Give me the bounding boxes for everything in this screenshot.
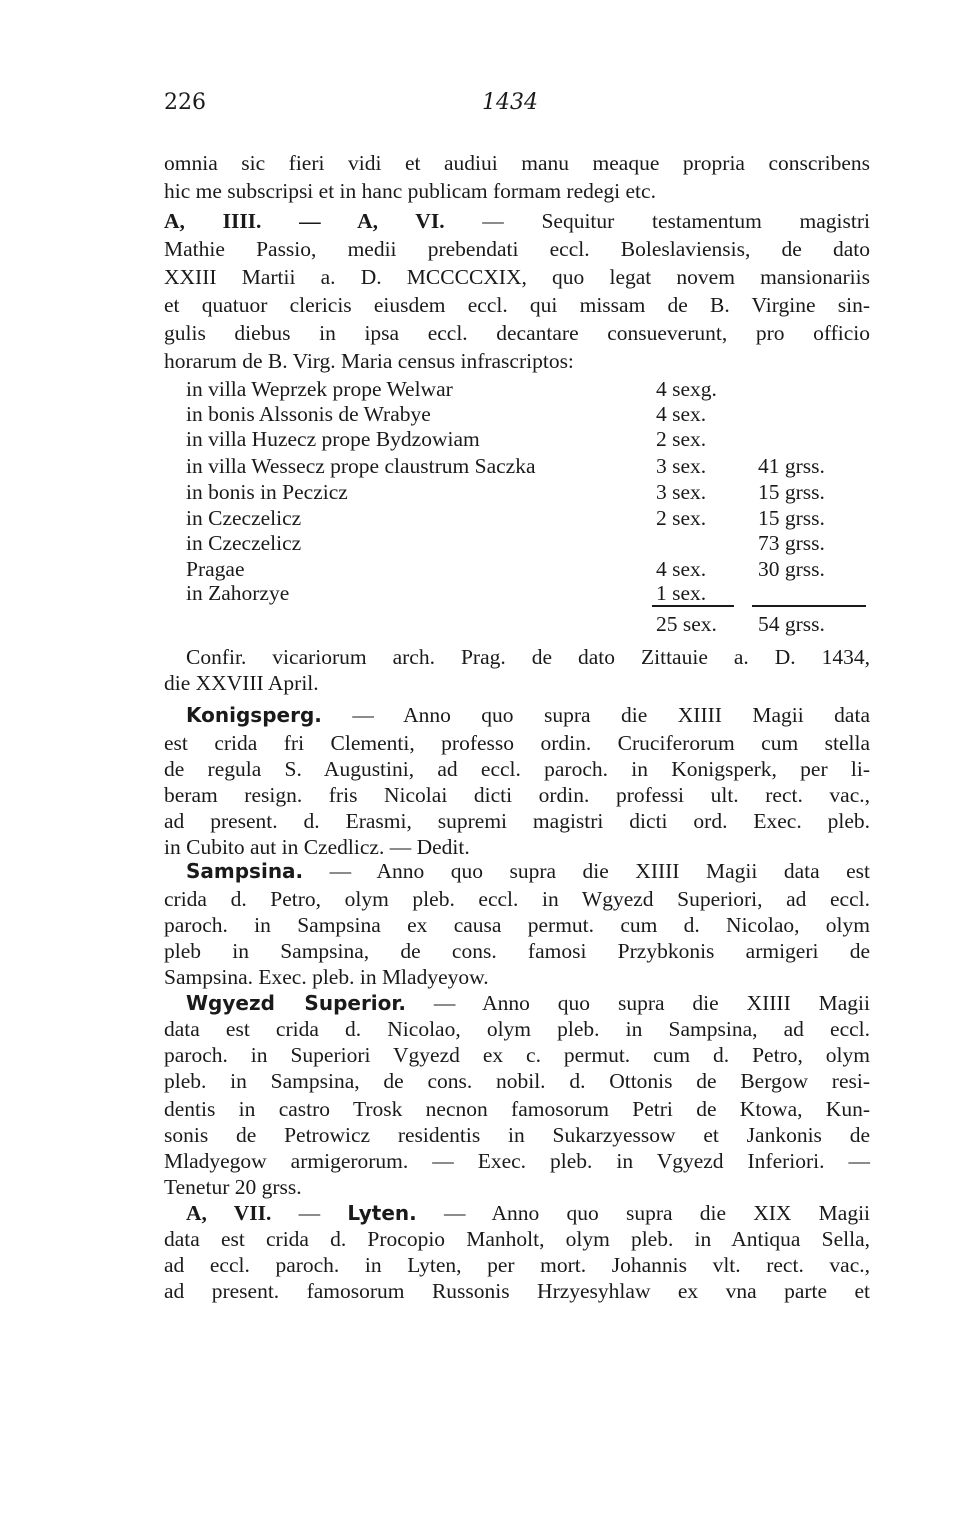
text-line: pleb. in Sampsina, de cons. nobil. d. Ottonis de Bergow resi- [164, 1069, 870, 1093]
census-sex: 4 sex. [656, 557, 707, 581]
page-header [164, 90, 870, 120]
census-place: in bonis Alssonis de Wrabye [186, 402, 431, 426]
text-line: ad eccl. paroch. in Lyten, per mort. Johannis vlt. rect. vac., [164, 1253, 870, 1277]
text-line: beram resign. fris Nicolai dicti ordin. professi ult. rect. vac., [164, 783, 870, 807]
place-heading: Lyten. [347, 1201, 417, 1225]
census-place: in bonis in Peczicz [186, 480, 348, 504]
text-line: data est crida d. Procopio Manholt, olym pleb. in Antiqua Sella, [164, 1227, 870, 1251]
census-sex: 3 sex. [656, 454, 707, 478]
entry-first-line [186, 858, 870, 885]
sum-rule [752, 605, 866, 607]
text-line: XXIII Martii a. D. MCCCCXIX, quo legat novem mansionariis [164, 265, 870, 289]
census-row [186, 401, 870, 428]
census-place: in Czeczelicz [186, 506, 302, 530]
text-line: horarum de B. Virg. Maria census infrascriptos: [164, 349, 574, 373]
text-line: dentis in castro Trosk necnon famosorum Petri de Ktowa, Kun- [164, 1097, 870, 1121]
text-line: Confir. vicariorum arch. Prag. de dato Zittauie a. D. 1434, [186, 645, 870, 669]
page-number: 226 [164, 90, 206, 115]
census-sex: 4 sexg. [656, 377, 717, 401]
text-line: data est crida d. Nicolao, olym pleb. in Sampsina, ad eccl. [164, 1017, 870, 1041]
text-line: ad present. d. Erasmi, supremi magistri dicti ord. Exec. pleb. [164, 809, 870, 833]
entry-first-line [186, 990, 870, 1017]
entry-first-line [164, 208, 870, 235]
running-head-year: 1434 [482, 90, 538, 115]
text-line: omnia sic fieri vidi et audiui manu meaque propria conscribens [164, 151, 870, 175]
text-line: sonis de Petrowicz residentis in Sukarzyessow et Jankonis de [164, 1123, 870, 1147]
text-line: et quatuor clericis eiusdem eccl. qui missam de B. Virgine sin- [164, 293, 870, 317]
text-line: de regula S. Augustini, ad eccl. paroch. in Konigsperk, per li- [164, 757, 870, 781]
census-sex: 2 sex. [656, 427, 707, 451]
census-grss: 73 grss. [758, 531, 825, 555]
entry-reference: A, VII. [186, 1201, 272, 1225]
census-row [186, 530, 870, 557]
census-grss: 15 grss. [758, 480, 825, 504]
census-row [186, 580, 870, 607]
text-line: ad present. famosorum Russonis Hrzyesyhlaw ex vna parte et [164, 1279, 870, 1303]
entry-dash: — [298, 1201, 321, 1225]
census-row [186, 426, 870, 453]
census-place: in villa Huzecz prope Bydzowiam [186, 427, 480, 451]
census-grss: 30 grss. [758, 557, 825, 581]
census-sex: 4 sex. [656, 402, 707, 426]
sum-rule [652, 605, 734, 607]
census-total-grss: 54 grss. [758, 612, 825, 636]
entry-text: — Sequitur testamentum magistri [482, 209, 870, 233]
text-line: die XXVIII April. [164, 671, 319, 695]
census-total-sex: 25 sex. [656, 612, 717, 636]
census-grss: 41 grss. [758, 454, 825, 478]
census-total-row [186, 611, 870, 638]
census-sex: 2 sex. [656, 506, 707, 530]
text-line: Mladyegow armigerorum. — Exec. pleb. in Vgyezd Inferiori. — [164, 1149, 870, 1173]
entry-first-line [186, 1200, 870, 1227]
census-sex: 3 sex. [656, 480, 707, 504]
census-row [186, 453, 870, 480]
text-line: Mathie Passio, medii prebendati eccl. Boleslaviensis, de dato [164, 237, 870, 261]
census-sex: 1 sex. [656, 581, 707, 605]
census-row [186, 556, 870, 583]
census-place: in villa Weprzek prope Welwar [186, 377, 453, 401]
entry-text: — Anno quo supra die XIIII Magii data [352, 703, 870, 727]
text-line: est crida fri Clementi, professo ordin. Cruciferorum cum stella [164, 731, 870, 755]
census-row [186, 376, 870, 403]
text-line: gulis diebus in ipsa eccl. decantare consueverunt, pro officio [164, 321, 870, 345]
place-heading: Sampsina. [186, 859, 304, 883]
text-line: Sampsina. Exec. pleb. in Mladyeyow. [164, 965, 489, 989]
census-place: Pragae [186, 557, 245, 581]
entry-first-line [186, 702, 870, 729]
entry-text: — Anno quo supra die XIX Magii [443, 1201, 871, 1225]
entry-text: — Anno quo supra die XIIII Magii data est [329, 859, 871, 883]
text-line: crida d. Petro, olym pleb. eccl. in Wgyezd Superiori, ad eccl. [164, 887, 870, 911]
census-place: in villa Wessecz prope claustrum Saczka [186, 454, 536, 478]
text-line: paroch. in Superiori Vgyezd ex c. permut. cum d. Petro, olym [164, 1043, 870, 1067]
place-heading: Wgyezd Superior. [186, 991, 407, 1015]
census-place: in Zahorzye [186, 581, 290, 605]
text-line: in Cubito aut in Czedlicz. — Dedit. [164, 835, 470, 859]
place-heading: Konigsperg. [186, 703, 322, 727]
text-line: Tenetur 20 grss. [164, 1175, 302, 1199]
entry-reference: A, IIII. — A, VI. [164, 209, 445, 233]
entry-text: — Anno quo supra die XIIII Magii [433, 991, 870, 1015]
census-grss: 15 grss. [758, 506, 825, 530]
text-line: paroch. in Sampsina ex causa permut. cum d. Nicolao, olym [164, 913, 870, 937]
text-line: pleb in Sampsina, de cons. famosi Przybkonis armigeri de [164, 939, 870, 963]
text-line: hic me subscripsi et in hanc publicam formam redegi etc. [164, 179, 656, 203]
census-place: in Czeczelicz [186, 531, 302, 555]
census-row [186, 479, 870, 506]
census-row [186, 505, 870, 532]
